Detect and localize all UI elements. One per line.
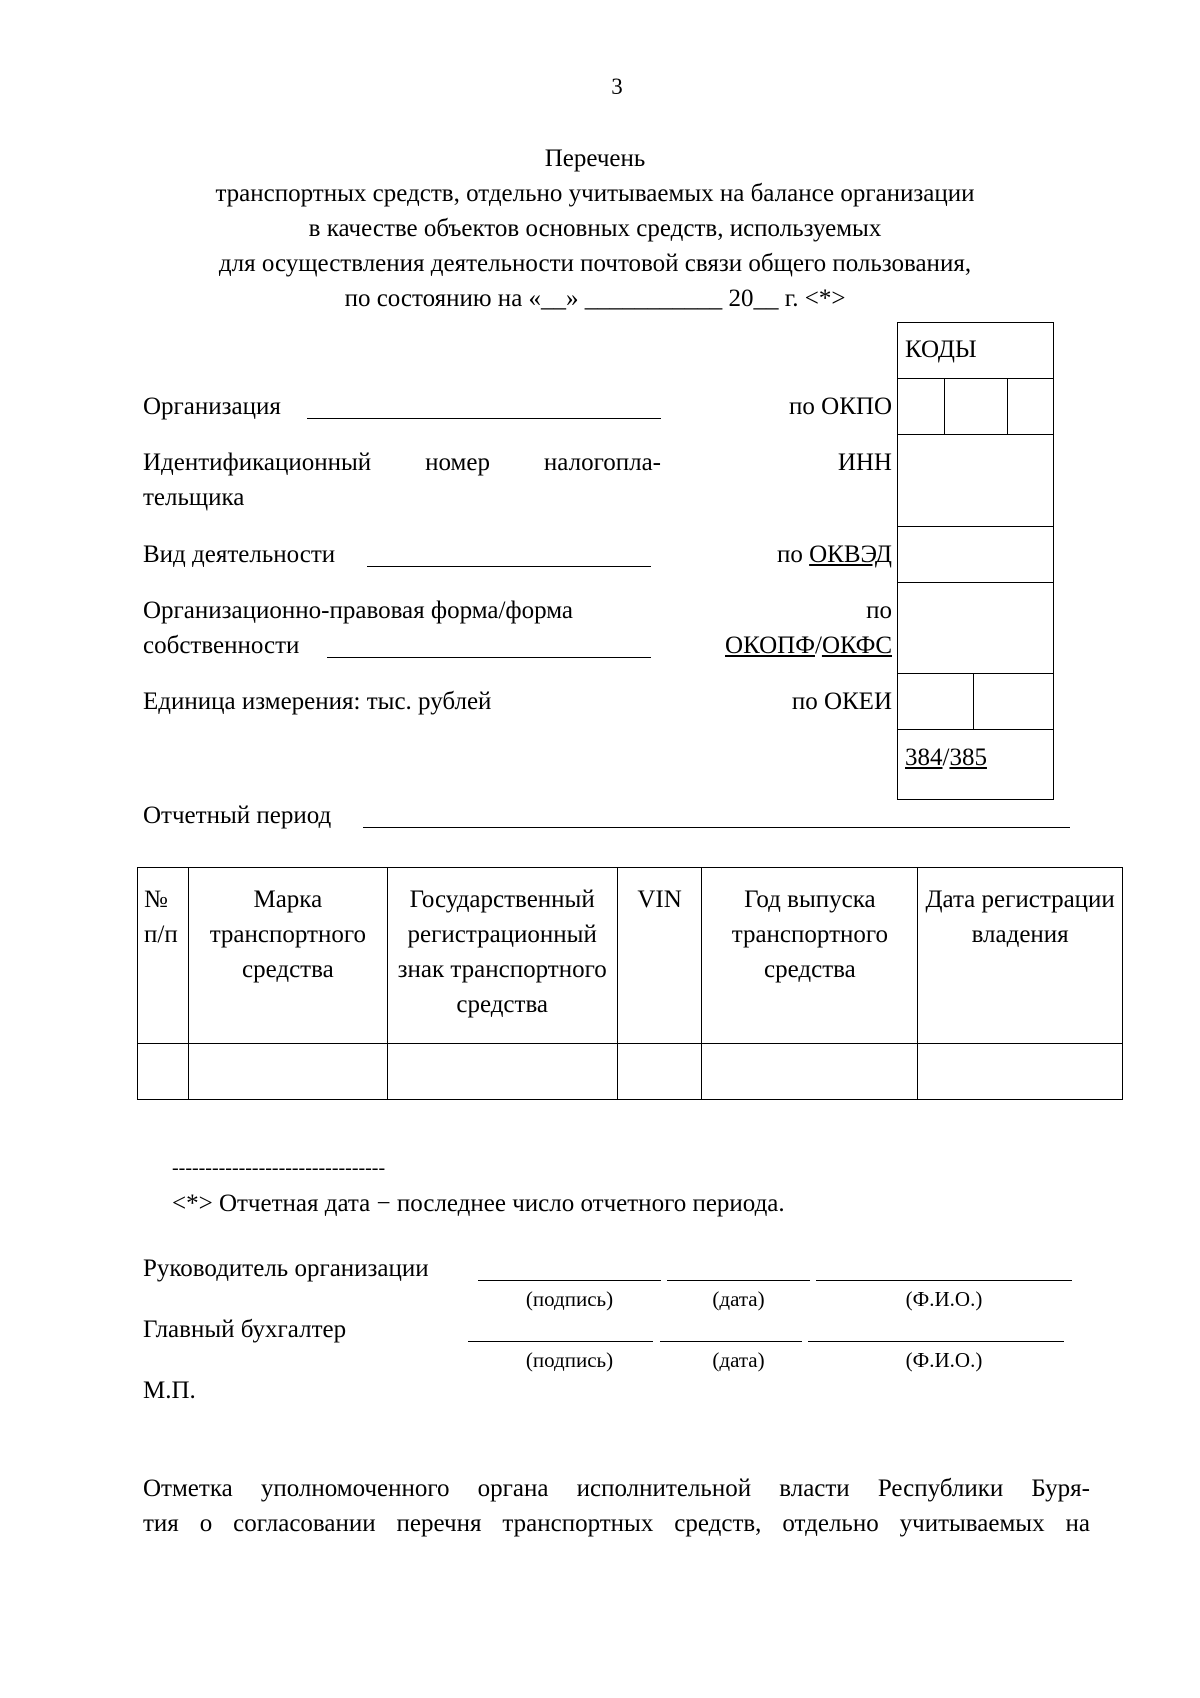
accountant-label: Главный бухгалтер (143, 1316, 347, 1343)
okopf-okfs-label (620, 630, 892, 663)
document-title (0, 141, 1190, 316)
codes-header: КОДЫ (905, 336, 977, 363)
okopf-prefix-text: по (866, 597, 892, 624)
approval-line-1-text: Отметка уполномоченного органа исполнительной власти Республики Буря- (143, 1475, 1090, 1502)
period-field[interactable] (363, 827, 1070, 828)
accountant-fio-caption: (Ф.И.О.) (905, 1348, 983, 1372)
organization-label: Организация (143, 393, 281, 420)
approval-line-2-text: тия о согласовании перечня транспортных средств, отдельно учитываемых на (143, 1510, 1090, 1537)
footnote-text: <*> Отчетная дата − последнее число отчетного периода. (172, 1190, 785, 1217)
codes-divider (897, 729, 1054, 730)
okei-label (620, 686, 892, 719)
okfs-text: ОКФС (821, 632, 892, 659)
approval-line-2 (143, 1508, 1090, 1541)
okved-prefix: по (776, 541, 810, 568)
legal-form-label-line-2: собственности (143, 632, 300, 659)
head-label: Руководитель организации (143, 1255, 429, 1282)
table-cell[interactable] (617, 1044, 702, 1100)
accountant-date-field[interactable] (660, 1341, 802, 1342)
head-fio-field[interactable] (816, 1280, 1072, 1281)
title-line-1: Перечень (544, 145, 646, 172)
col-header-brand: Марка транспортного средства (188, 868, 387, 1044)
okei-code-384: 384 (905, 744, 943, 771)
col-header-year: Год выпуска транспортного средства (702, 868, 918, 1044)
okopf-separator: / (814, 632, 822, 659)
head-date-field[interactable] (667, 1280, 810, 1281)
legal-form-field[interactable] (327, 657, 651, 658)
col-header-number: № п/п (138, 868, 189, 1044)
table-header-row (138, 868, 1123, 1044)
page-number: 3 (611, 74, 623, 99)
codes-divider (897, 673, 1054, 674)
title-line-2: транспортных средств, отдельно учитываемых на балансе организации (215, 180, 975, 207)
approval-line-1 (143, 1473, 1090, 1506)
codes-divider (944, 378, 945, 434)
okei-text: по ОКЕИ (791, 688, 892, 715)
col-header-registration-date: Дата регистрации владения (918, 868, 1123, 1044)
stamp-label: М.П. (143, 1377, 196, 1404)
activity-field[interactable] (367, 566, 651, 567)
codes-divider (897, 526, 1054, 527)
codes-divider (1007, 378, 1008, 434)
inn-label-line-2: тельщика (143, 484, 245, 511)
inn-label-line-1 (143, 447, 661, 480)
accountant-signature-caption: (подпись) (525, 1348, 614, 1372)
inn-label-text: Идентификационный номер налогопла- (143, 449, 661, 476)
codes-divider (897, 582, 1054, 583)
accountant-date-caption: (дата) (712, 1348, 765, 1372)
organization-field[interactable] (307, 418, 661, 419)
head-date-caption: (дата) (712, 1287, 765, 1311)
okopf-prefix (620, 595, 892, 628)
accountant-signature-field[interactable] (468, 1341, 653, 1342)
col-header-reg-plate: Государственный регистрационный знак транспортного средства (387, 868, 617, 1044)
table-cell[interactable] (188, 1044, 387, 1100)
accountant-fio-field[interactable] (808, 1341, 1064, 1342)
period-label: Отчетный период (143, 802, 332, 829)
title-line-5: по состоянию на «__» ___________ 20__ г. <*> (344, 285, 846, 312)
activity-label: Вид деятельности (143, 541, 336, 568)
col-header-vin: VIN (617, 868, 702, 1044)
codes-divider (897, 434, 1054, 435)
table-cell[interactable] (387, 1044, 617, 1100)
okved-label (620, 539, 892, 572)
table-row (138, 1044, 1123, 1100)
okpo-text: по ОКПО (789, 393, 892, 420)
inn-text: ИНН (837, 449, 892, 476)
table-cell[interactable] (918, 1044, 1123, 1100)
okpo-label (620, 391, 892, 424)
okei-code-385: 385 (949, 744, 987, 771)
unit-label: Единица измерения: тыс. рублей (143, 688, 492, 715)
head-fio-caption: (Ф.И.О.) (905, 1287, 983, 1311)
codes-divider (897, 378, 1054, 379)
okved-text: ОКВЭД (809, 541, 892, 568)
head-signature-field[interactable] (478, 1280, 661, 1281)
okopf-text: ОКОПФ (725, 632, 815, 659)
vehicles-table (137, 867, 1123, 1100)
okei-code-separator: / (942, 744, 950, 771)
table-cell[interactable] (702, 1044, 918, 1100)
head-signature-caption: (подпись) (525, 1287, 614, 1311)
inn-code-label (620, 447, 892, 480)
okei-code-value (905, 742, 987, 775)
title-line-4: для осуществления деятельности почтовой связи общего пользования, (218, 250, 972, 277)
title-line-3: в качестве объектов основных средств, используемых (308, 215, 882, 242)
footnote-rule: -------------------------------- (172, 1157, 386, 1179)
table-cell[interactable] (138, 1044, 189, 1100)
legal-form-label-line-1: Организационно-правовая форма/форма (143, 597, 573, 624)
codes-divider (973, 673, 974, 729)
